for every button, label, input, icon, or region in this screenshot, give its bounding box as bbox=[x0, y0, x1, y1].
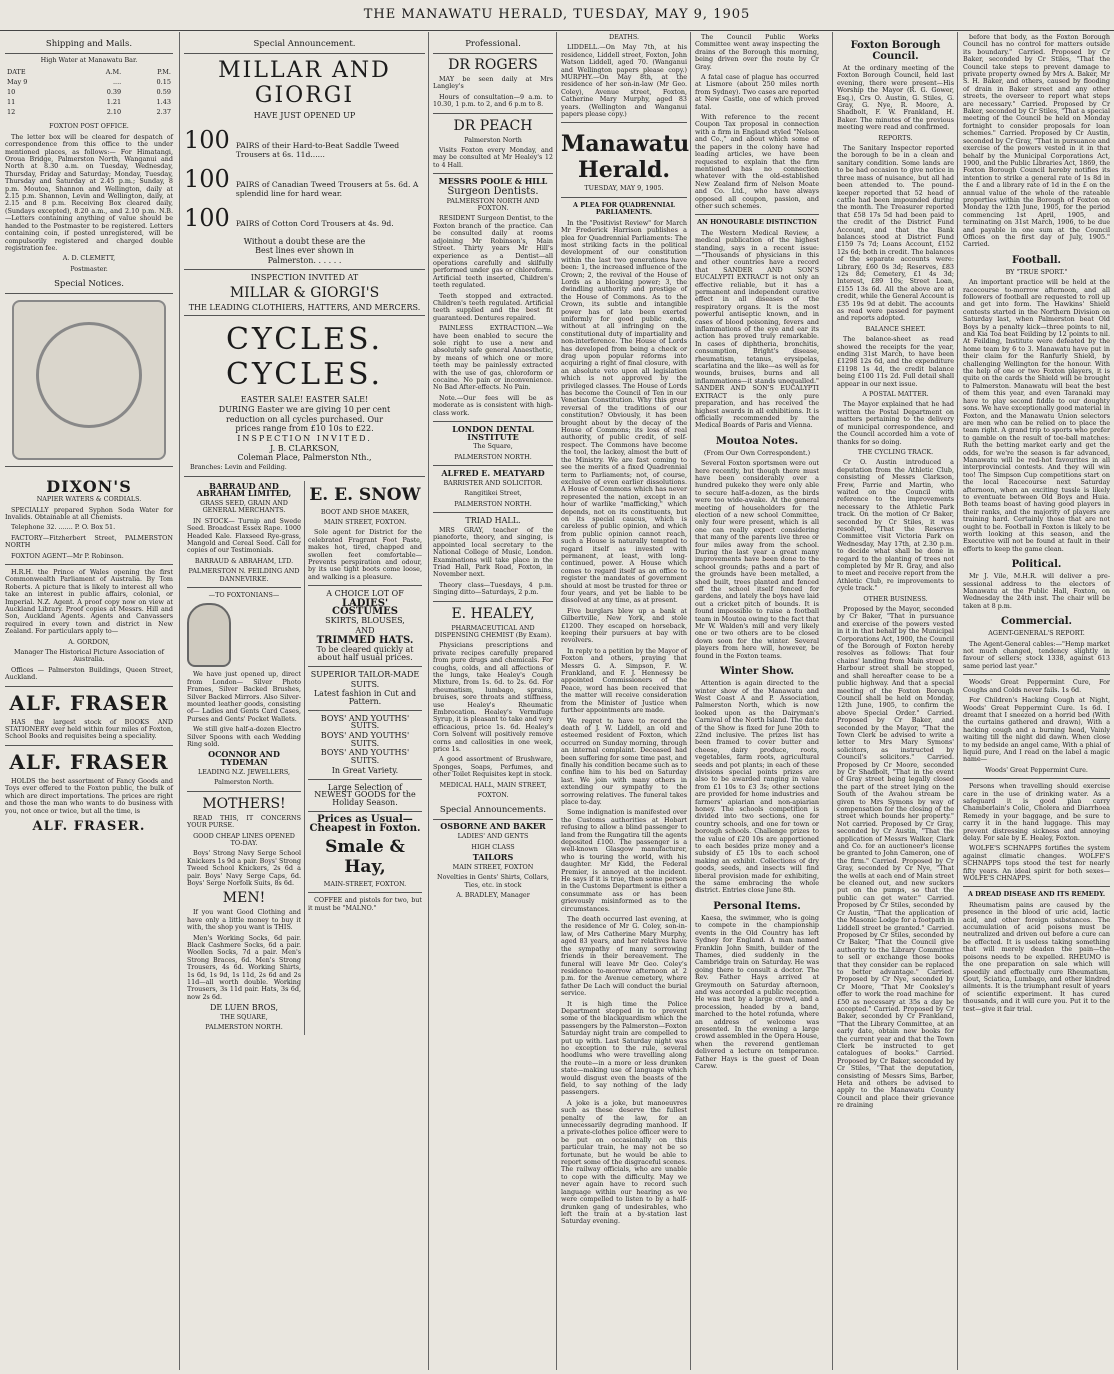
table-cell: 10 bbox=[7, 88, 16, 97]
post-office-text: The letter box will be cleared for despatch of correspondence from this office to the under mentioned places, as follows:— For Himatangi, Oroua Bridge, Palmerston North, Wanganui and North at 8.30 a.m. on Tuesday, Wednesday, Thursday, Friday and Saturday; Monday, Tuesday, Thursday and Saturday at 2.45 p.m.; Sunday, 8 p.m. Moutoa, Shannon and Wellington, daily at 2.15 p.m. Shannon, Levin and Wellington, daily, at 2.15 and 8 p.m. Receiving Box cleared daily, (Sundays excepted), 8.20 a.m., and 2.10 p.m. N.B.—Letters containing anything of value should be handed to the Postmaster to be registered. Letters containing coin, if posted unregistered, will be compulsorily registered and charged double registration fee. bbox=[5, 132, 173, 252]
table-cell: 0.39 bbox=[106, 88, 122, 97]
column-2-split bbox=[184, 481, 425, 1035]
osborne-baker-sub-1: LADIES' AND GENTS bbox=[457, 832, 529, 841]
personal-items-title: Personal Items. bbox=[713, 900, 801, 912]
borough-council-title: Foxton Borough Council. bbox=[850, 40, 941, 62]
ladies-sub-3: TRIMMED HATS. bbox=[316, 634, 414, 646]
moutoa-notes-title: Moutoa Notes. bbox=[715, 435, 799, 447]
cycles-text-1: DURING Easter we are giving 10 per cent bbox=[218, 404, 391, 414]
offer-number: 100 bbox=[184, 125, 230, 154]
table-row bbox=[5, 97, 173, 107]
column-4 bbox=[556, 32, 691, 1370]
herald-date: TUESDAY, MAY 9, 1905. bbox=[584, 184, 664, 193]
football-byline: BY "TRUE SPORT." bbox=[1005, 267, 1068, 276]
cycles-address: Coleman Place, Palmerston Nth., bbox=[237, 453, 372, 463]
woods-ad: Woods' Great Peppermint Cure, For Coughs and Colds never fails. 1s 6d. bbox=[963, 678, 1110, 694]
poole-hill-address: PALMERSTON NORTH AND FOXTON. bbox=[446, 196, 540, 213]
men-title: MEN! bbox=[222, 890, 266, 907]
holiday-selection: Large Selection of NEWEST GOODS for the Holiday Season. bbox=[314, 782, 416, 807]
osborne-baker-text: Novelties in Gents' Shirts, Collars, Ties, etc. in stock bbox=[437, 873, 549, 889]
osborne-baker-address: MAIN STREET, FOXTON bbox=[452, 862, 534, 871]
triad-hall-days: Theory class—Tuesdays, 4 p.m. Singing ditto—Saturdays, 2 p.m. bbox=[433, 580, 553, 597]
column-3 bbox=[428, 32, 557, 1370]
meatyard-title: ALFRED E. MEATYARD bbox=[441, 468, 545, 479]
peach-title: DR PEACH bbox=[453, 117, 533, 134]
de-luen-city: PALMERSTON NORTH. bbox=[205, 1023, 283, 1032]
balance-sheet-header: BALANCE SHEET. bbox=[865, 324, 926, 333]
balance-sheet-text: The balance-sheet as read showed the receipts for the year, ending 31st March, to have been £1298 12s 6d, and the expenditure £1198 1s 4d, the credit balance being £100 11s 2d. Full detail shall appear in our next issue. bbox=[837, 335, 954, 388]
fraser-title-1: ALF. FRASER bbox=[9, 690, 169, 715]
millar-giorgi-title: MILLAR AND GIORGI bbox=[218, 58, 391, 108]
best-lines-2: Best lines ever shown in bbox=[255, 246, 354, 256]
london-dental-address-2: PALMERSTON NORTH. bbox=[454, 452, 532, 461]
men-text: If you want Good Clothing and have only a little money to buy it with, the shop you want is THIS. bbox=[187, 908, 301, 932]
table-cell: 2.10 bbox=[106, 108, 122, 117]
commercial-title: Commercial. bbox=[1000, 616, 1073, 628]
healey-subtitle: PHARMACEUTICAL AND DISPENSING CHEMIST (By Exam). bbox=[434, 623, 552, 639]
prince-picture-text: H.R.H. the Prince of Wales opening the first Commonwealth Parliament of Australia. By Tom Roberts. A picture that is likely to interest all who take an interest in public affairs, colonial, or Imperial. N.Z. Agent. A proof copy now on view at Auckland Library. Proof copies at Messrs. Hill and Son, Auckland Agents. Agents and Canvassers required in every town and district in New Zealand. For particulars apply to— bbox=[5, 567, 173, 636]
dixon-telephone: Telephone 32. ....... P. O. Box 51. bbox=[11, 523, 116, 532]
table-header: A.M. bbox=[105, 68, 122, 77]
healey-brushes: A good assortment of Brushware, Sponges, Soaps, Perfumes, and other Toilet Requisites kept in stock. bbox=[433, 755, 553, 779]
prices-usual: Prices as Usual— bbox=[317, 813, 413, 825]
healey-address-1: MEDICAL HALL, MAIN STREET, bbox=[439, 780, 547, 789]
cycling-track-text: Cr O. Austin introduced a deputation from the Athletic Club, consisting of Messrs Clarkson, Frew, Parrie and Martin, who waited on the Council with reference to the improvements necessary to the Athletic Park track. On the motion of Cr Baker, seconded by Cr Stiles, it was resolved, "That the Reserves Committee visit Victoria Park on Wednesday, May 17th, at 2.30 p.m. to decide what shall be done in regard to the planting of trees not completed by Mr R. Gray, and also to meet and receive report from the Athletic Club, re improvements to cycle track." bbox=[837, 458, 954, 593]
mothers-title: MOTHERS! bbox=[202, 795, 286, 812]
prince-role: Manager The Historical Picture Association of Australia. bbox=[13, 648, 165, 664]
table-cell: May 9 bbox=[7, 78, 28, 87]
honourable-distinction-title: AN HONOURABLE DISTINCTION bbox=[697, 218, 817, 227]
moutoa-notes-text: Several Foxton sportsmen were out here recently, but though there must have been considerably over a hundred pukeko they were only able to secure half-a-dozen, as the birds were too wide-awake. At the general meeting of householders for the election of a new school Committee, only four were present, which is all one can really expect considering that many of the parents live three or four miles away from the school. During the last year a great many improvements have been done to the school grounds; paths and a part of the grounds have been metalled, a shed built, trees planted and fenced off the school itself fenced for gardens, and lately the boys have laid out a cricket pitch of bounds. It is found impossible to raise a football team in Moutoa owing to the fact that Mr W. Walden's mill and very likely one or two others are to be closed down soon for the winter. Several players from here will, however, be found in the Foxton teams. bbox=[695, 459, 819, 660]
trouser-offer bbox=[184, 204, 425, 232]
cycles-sign: J. B. CLARKSON, bbox=[270, 443, 339, 453]
cycles-text-3: prices range from £10 10s to £22. bbox=[235, 424, 374, 434]
moutoa-notes-subtitle: (From Our Own Correspondent.) bbox=[703, 448, 811, 457]
postal-matter-text: The Mayor explained that he had written the Postal Department on matters pertaining to the delivery of municipal correspondence, and the Council accorded him a vote of thanks for so doing. bbox=[837, 400, 954, 446]
reports-header: REPORTS. bbox=[878, 133, 913, 142]
agent-general-header: AGENT-GENERAL'S REPORT. bbox=[988, 629, 1085, 638]
plague-text: A fatal case of plague has occurred at Lismore (about 250 miles north from Sydney). Two cases are reported at New Castle, one of which proved fatal. bbox=[695, 73, 819, 111]
de-luen-address: THE SQUARE, bbox=[220, 1012, 268, 1021]
deaths-text: LIDDELL.—On May 7th, at his residence, Liddell street, Foxton, John Watson Liddell, aged 70. (Wanganui and Wellington papers please copy.) MURPHY.—On May 8th, at the residence of her son-in-law (Mr Geo. Coley), Avenue street, Foxton, Catherine Mary Murphy, aged 83 years. (Wellington and Wanganui papers please copy.) bbox=[561, 43, 687, 119]
rogers-hours: Hours of consultation—9 a.m. to 10.30, 1 p.m. to 2, and 6 p.m to 8. bbox=[433, 92, 553, 109]
de-luen-title: DE LUEN BROS, bbox=[210, 1003, 278, 1013]
column-2 bbox=[179, 32, 429, 1370]
table-cell: 0.15 bbox=[156, 78, 171, 87]
boys-suits-1: BOYS' AND YOUTHS' SUITS. bbox=[320, 713, 410, 731]
cycles-inspection: INSPECTION INVITED. bbox=[237, 434, 372, 444]
poole-hill-subtitle: Surgeon Dentists. bbox=[447, 185, 539, 197]
winter-show-title: Winter Show. bbox=[719, 666, 795, 678]
column-6 bbox=[832, 32, 958, 1370]
dread-disease-title: A DREAD DISEASE AND ITS REMEDY. bbox=[967, 890, 1106, 899]
column-1 bbox=[0, 32, 178, 1370]
post-office-role: Postmaster. bbox=[70, 264, 108, 273]
millar-giorgi-subtitle: HAVE JUST OPENED UP bbox=[253, 111, 356, 120]
triad-hall-title: TRIAD HALL. bbox=[465, 516, 521, 526]
tydeman-subtitle: LEADING N.Z. JEWELLERS, bbox=[197, 767, 291, 776]
healey-text: Physicians prescriptions and private recipes carefully prepared from pure drugs and chemicals. For coughs, colds, and all affections of the lungs, take Healey's Cough Mixture, from 1s. 6d. to 2s. 6d. For rheumatism, lumbago, sprains, bruises, sore throats and stiffness, use Healey's Rheumatic Embrocation. Healey's Vermifuge Syrup, it is pleasant to take and very efficacious, price 1s. 6d. Healey's Corn Solvent will positively remove corns and callosities in one week, price 1s. bbox=[433, 641, 553, 754]
snow-text: Sole agent for District for the celebrated Fragrant Foot Paste, makes hot, tired, chapped and swollen feet comfortable—Prevents perspiration and odour, by its use tight boots come loose, and walking is a pleasure. bbox=[308, 528, 422, 581]
special-notices-header: Special Notices. bbox=[5, 276, 173, 294]
postal-matter-header: A POSTAL MATTER. bbox=[862, 390, 929, 399]
table-cell: 12 bbox=[7, 108, 16, 117]
offer-text: PAIRS of Canadian Tweed Trousers at 5s. 6d. A splendid line for hard wear. bbox=[235, 179, 419, 198]
burglars-text: Five burglars blew up a bank at Gilbertville, New York, and stole £1200. They escaped on horseback, keeping their pursuers at bay with revolvers. bbox=[561, 606, 687, 645]
poole-hill-extract: Teeth stopped and extracted. Children's teeth regulated. Artificial teeth supplied and the best fit guaranteed. Dentures repaired. bbox=[433, 291, 553, 322]
london-dental-title: LONDON DENTAL INSTITUTE bbox=[452, 424, 534, 442]
tailor-title: SUPERIOR TAILOR-MADE bbox=[310, 669, 420, 679]
column-2-left bbox=[184, 481, 304, 1035]
rogers-text: MAY be seen daily at Mrs Langley's bbox=[433, 75, 553, 91]
table-row bbox=[5, 67, 173, 77]
indignation-text: Some indignation is manifested over the Customs authorities at Hobart refusing to allow a blind passenger to land from the Rungatira till the agents deposited £100. The passenger is a well-known Glasgow manufacturer, who is touring the world, with his daughter. Mr Kidd, the Federal Premier, is annoyed at the incident. He says if it is true, then some person in the Customs Department is either a consummate ass or has been grievously misinformed as to the circumstances. bbox=[561, 808, 687, 913]
poole-hill-title: MESSRS POOLE & HILL bbox=[438, 176, 548, 187]
blackguard-text: It is high time the Police Department stepped in to prevent some of the blackguardism which the passengers by the Palmerston—Foxton Saturday night train are compelled to put up with. Last Saturday night was no exception to the rule, several hoodlums who were travelling along the route—in a more or less drunken state—making use of language which would disgust even the beasts of the field, to say nothing of the lady passengers. bbox=[561, 999, 687, 1097]
tide-title: High Water at Manawatu Bar. bbox=[40, 56, 138, 64]
council-continued-text: before that body, as the Foxton Borough Council has no control for matters outside its boundary." Carried. Proposed by Cr Baker, seconded by Cr Stiles, "That the Council take steps to prevent damage to private property owned by Mrs A. Baker, Mr S. H. Baker, and others, caused by flooding of drain in Baker street and any other streets, the overseer to report what steps are necessary." Carried. Proposed by Cr Baker, seconded by Cr Stiles, "That a special meeting of the Council be held on Monday fortnight to consider proposals for loan schemes." Carried. Proposed by Cr Austin, seconded by Cr Gray, "That in pursuance and exercise of the powers vested in it in that behalf by the Municipal Corporations Act, 1900, and the Public Libraries Act, 1869, the Foxton Borough Council hereby notifies its intention to strike a general rate of 1s 8d in the £ and a library rate of 1d in the £ on the annual value of the whole of the rateable properties within the Borough of Foxton on Monday the 12th June, 1905, for the period commencing 1st April, 1905, and terminating on 31st March, 1906, to be due and payable in one sum at the Council Offices on the first day of July, 1905." Carried. bbox=[963, 33, 1111, 249]
shipping-header: Shipping and Mails. bbox=[5, 36, 173, 54]
best-lines-3: Palmerston. . . . . . bbox=[267, 256, 342, 266]
column-2-right bbox=[304, 481, 425, 1035]
woods-poem: For Children's Hacking Cough at Night, Woods' Great Peppermint Cure. 1s 6d. I dreamt that I sneezed on a horrid bed (With the curtains gathered and drawn), With a hacking cough and a burning head, Vainly waiting till the night did dawn. When close to my bedside an angel came, With a phial of liquid pure, And I read on the label a magic name— bbox=[963, 696, 1110, 764]
foxtonians-header: —TO FOXTONIANS— bbox=[208, 591, 280, 600]
honourable-distinction-text: The Western Medical Review, a medical publication of the highest standing, says in a recent issue:—"Thousands of physicians in this and other countries have a record that SANDER AND SON'S EUCALYPTI EXTRACT is not only an effective reliable, but it has a permanent and independent curative effect in all diseases of the respiratory organs. It is the most powerful antiseptic known, and in cases of blood poisoning, fevers and inflammations of the eye and ear its action has proved truly remarkable. In cases of diphtheria, bronchitis, consumption, Bright's disease, rheumatism, tetanus, erysipelas, scarlatina and the like—as well as for wounds, bruises, burns and all inflammations—it stands unequalled." SANDER AND SON'S EUCALYPTI EXTRACT is the only pure preparation, and has received the highest awards in all exhibitions. It is officially recommended by the Medical Boards of Paris and Vienna. bbox=[695, 228, 819, 430]
column-5 bbox=[690, 32, 823, 1370]
foxtonians-spoons: We still give half-a-dozen Electro Silver Spoons with each Wedding Ring sold. bbox=[187, 725, 301, 749]
table-cell: 1.43 bbox=[156, 98, 171, 107]
winter-show-text: Attention is again directed to the winter show of the Manawatu and West Coast A and P. Association, Palmerston North, which is now looked upon as the Dairyman's Carnival of the North Island. The date of the Show is fixed for June 20th to 22nd inclusive. The prizes list has been framed to cover butter and cheese, dairy produce, roots, vegetables, farm roots, agricultural seeds and pot plants; in each of these divisions special points prizes are also to be awarded ranging in value from £1 10s to £3 3s; other sections are provided for home industries and farmers' apiarian and non-apiarian honey. The schools competition is divided into two sections, one for country schools, and one for town or borough schools. Challenge prizes to the value of £20 10s are apportioned to each besides prize money and a subsidy of £5 10s to each school making an exhibit. Collections of dry goods, seeds, and insects will find liberal provision made for exhibiting, the same embracing the whole district. Entries close June 8th. bbox=[695, 679, 819, 895]
prince-sign: A. GORDON, bbox=[68, 637, 110, 646]
fraser-text-1: HAS the largest stock of BOOKS AND STATIONERY ever held within four miles of Foxton, School Books and requisites being a speciality. bbox=[5, 717, 173, 741]
death-text: The death occurred last evening, at the residence of Mr G. Coley, son-in-law, of Mrs Catherine Mary Murphy, aged 83 years, and her relatives have the sympathy of many sorrowing friends in their bereavement. The funeral will leave Mr Geo. Coley's residence to-morrow afternoon at 2 p.m. for the Avenue cemetery, where father De Lach will conduct the burial service. bbox=[561, 915, 687, 998]
column-7 bbox=[957, 32, 1114, 1370]
wolfe-schnapps-text: WOLFE'S SCHNAPPS fortifies the system against climatic changes. WOLFE'S SCHNAPPS tops stood the test for nearly fifty years. An ideal spirit for both sexes—WOLFE'S CHNAPPS. bbox=[963, 844, 1110, 883]
meatyard-subtitle: BARRISTER AND SOLICITOR. bbox=[443, 478, 543, 487]
trouser-offer bbox=[184, 165, 425, 198]
tydeman-title: OCONNOR AND TYDEMAN bbox=[208, 749, 280, 768]
table-header: P.M. bbox=[157, 68, 171, 77]
regret-text: We regret to have to record the death of J. W. Liddell, an old and esteemed resident of Foxton, which occurred on Sunday morning, through an internal complaint. Deceased had been suffering for some time past, and finally his condition became such as to confine him to his bed on Saturday last. We join with many others in extending our sympathy to the sorrowing relatives. The funeral takes place to-day. bbox=[561, 716, 687, 806]
borough-council-intro: At the ordinary meeting of the Foxton Borough Council, held last evening, there were present—His Worship the Mayor (R. G. Gower, Esq.), Crs O. Austin, G. Stiles, G. Gray, G. Nye, R. Moore, A. Shadbolt, F. W. Frankland, H. Baker. The minutes of the previous meeting were read and confirmed. bbox=[837, 64, 954, 132]
tide-table bbox=[5, 67, 173, 117]
best-lines-1: Without a doubt these are the bbox=[243, 236, 366, 246]
barraud-subtitle: GRASS SEED, GRAIN AND GENERAL MERCHANTS. bbox=[200, 498, 288, 515]
football-title: Football. bbox=[1011, 254, 1062, 266]
coffee-ad: COFFEE and pistols for two, but it must be "MALNO." bbox=[308, 896, 422, 912]
offer-text: PAIRS of Cotton Cord Trousers at 4s. 9d. bbox=[235, 218, 394, 228]
masthead: THE MANAWATU HERALD, TUESDAY, MAY 9, 1905 bbox=[0, 0, 1114, 31]
special-announcement-header: Special Announcement. bbox=[184, 36, 425, 54]
plea-text: In the "Positivist Review" for March Mr Frederick Harrison publishes a plea for Quadrennial Parliaments: The most striking facts in the political development of our constitution within the last two generations have been: 1, the increased influence of the Crown; 2, the revival of the House of Lords as a blocking power; 3, the dwindling authority and prestige of the House of Commons. As to the Crown, its subtle and intangible power has of late been exerted uniformly for good public ends, without at all infringing on the constitutional duty of impartiality and non-interference. The House of Lords has developed from being a check or drag upon popular reforms into acquiring a right of final closure, with an absolute veto upon all legislation which is not approved by the privileged classes. The House of Lords has become the Council of Ten in our Venetian Constitution. Why this great reversal of the traditions of our constitution? Obviously, it has been brought about by the decay of the House of Commons; its loss of real authority, of public credit, of self-respect. The Commons have become the tool, the lackey, almost the butt of the Ministry. We are fast coming to see the merits of a fixed Quadrennial term to Parliaments; not, of course, exclusive of even earlier dissolutions. A House of Commons which has never represented the nation, except in an hour of warlike "mafficking," which depends, not on its constituents, but on its special caucus, which is careless of public opinion, and which from public opinion cannot reach, such a House is naturally tempted to regard itself as invested with permanent, at least, with long-continued, power. A House which comes to regard itself as an office to register the mandates of government should at most be trusted for three or four years, and yet be liable to be dissolved at any time, as at present. bbox=[561, 218, 687, 605]
ladies-intro: A CHOICE LOT OF bbox=[326, 589, 404, 599]
tydeman-address: Palmerston North. bbox=[214, 778, 274, 787]
meatyard-address-1: Rangitikei Street, bbox=[464, 489, 522, 498]
snow-subtitle: BOOT AND SHOE MAKER, bbox=[320, 507, 410, 516]
woods-sign: Woods' Great Peppermint Cure. bbox=[985, 765, 1088, 774]
osborne-baker-sub-2: HIGH CLASS bbox=[471, 842, 515, 851]
barraud-stock: IN STOCK— Turnip and Swede Seed. Broadcast Essex Rape. 1000 Headed Kale. Flaxseed Rye-grass, Mangold and Cereal Seed. Call for copies of our Testimonials. bbox=[187, 516, 301, 555]
table-cell: .... bbox=[112, 78, 122, 87]
table-header: DATE bbox=[7, 68, 26, 77]
stamp-ring-shape bbox=[36, 322, 142, 428]
travel-text: Persons when travelling should exercise care in the use of drinking water. As a safeguard it is good plan carry Chamberlain's Colic, Cholera and Diarrhoea Remedy in your baggage, and be sure to carry it in the hand luggage. This may prevent distressing sickness and annoying delay. For sale by E. Healey, Foxton. bbox=[963, 782, 1110, 842]
ladies-sub-2: AND bbox=[355, 626, 375, 636]
dixon-factory: FACTORY—Fitzherbert Street, PALMERSTON NORTH bbox=[5, 533, 173, 550]
foxtonians-text: We have just opened up, direct from London— Silver Photo Frames, Silver Backed Brushes, Silver Backed Mirrors. Also Silver-mounted leather goods, consisting of— Ladies and Gents Card Cases, Purses and Gents' Pocket Wallets. bbox=[187, 670, 301, 723]
london-dental-address-1: The Square, bbox=[473, 442, 513, 451]
personal-items-text: Kaesa, the swimmer, who is going to compete in the championship events in the Old Country has left Sydney for England. A man named Franklin John Smith, builder of the Thames, died suddenly in the Cambridge train on Saturday. He was going there to consult a doctor. The Rev. Father Hays arrived at Greymouth on Saturday afternoon, and was accorded a public reception. He was met by a large crowd, and a procession, headed by a band, marched to the hotel rotunda, where an address of welcome was presented. In the evening a large crowd assembled in the Opera House, when the reverend gentleman delivered a lecture on temperance. Father Hays is the guest of Dean Carew. bbox=[695, 913, 819, 1070]
painless-extraction: PAINLESS EXTRACTION.—We have been enabled to secure the sole right to use a new and absolutely safe general Anaesthetic, by means of which one or more teeth may be painlessly extracted with the use of gas, chloroform or cocaine. No pain or inconvenience. No Bad After-effects. No Pain. bbox=[433, 324, 553, 392]
snow-title: E. E. SNOW bbox=[309, 484, 421, 505]
poole-hill-text: RESIDENT Surgeon Dentist, to the Foxton branch of the practice. Can be consulted daily at rooms adjoining Mr Robinson's, Main Street. Thirty years Mr Hill's experience as a Dentist—all operations carefully and skilfully performed under gas or chloroform. Artificial teeth inserted, Children's teeth regulated. bbox=[433, 214, 553, 290]
barraud-name: BARRAUD & ABRAHAM, LTD. bbox=[194, 556, 294, 565]
millar-giorgi-tagline: THE LEADING CLOTHIERS, HATTERS, AND MERCERS. bbox=[188, 302, 421, 312]
meatyard-address-2: PALMERSTON NORTH. bbox=[454, 499, 532, 508]
peach-text: Visits Foxton every Monday, and may be consulted at Mr Healey's 12 to 4 Hall. bbox=[433, 146, 553, 169]
offer-text: PAIRS of their Hard-to-Beat Saddle Tweed Trousers at 6s. 11d...... bbox=[235, 140, 400, 159]
triad-hall-text: MRS GRAY, teacher of the pianoforte, theory, and singing, is appointed local secretary to the National College of Music, London. Examinations will take place in the Triad Hall, Park Road, Foxton, in November next. bbox=[433, 525, 553, 579]
herald-title: Manawatu Herald. bbox=[561, 131, 690, 184]
other-business-text: Proposed by the Mayor, seconded by Cr Baker, "That in pursuance and exercise of the powers vested in it in that behalf by the Municipal Corporations Act, 1900, the Council of the Borough of Foxton hereby resolves as follows: That four chains' landing from Main street to Harbour street shall be stopped, and shall hereafter cease to be a public highway. And that a special meeting of the Foxton Borough Council shall be held on Monday, 12th June, 1905, to confirm the above Special Order." Carried. Proposed by Cr Baker, and seconded by the Mayor, "That the Town Clerk be advised to write a letter to Mrs Mary Symons' solicitors, as instructed by Council's solicitors." Carried. Proposed by Cr Moore, seconded by Cr Shadbolt, "That in the event of Gray street being legally closed the part of the street lying on the South of the Avahou stream be given to Mrs Symons by way of compensation for the closing of the street which bounds her property." Not carried. Proposed by Cr Gray, seconded by Cr Austin, "That the application of Messrs Walker, Clark and Co. for an auctioneer's license be granted to John Cameron, one of the firm." Carried. Proposed by Cr Gray, seconded by Cr Nye, "That the wells at each end of Main street be cleaned out, and new suckers put on the pumps, so that the public can get water." Carried. Proposed by Cr Stiles, seconded by Cr Austin, "That the application of the Masonic Lodge for a footpath in Liddell street be granted." Carried. Proposed by Cr Stiles, seconded by Cr Baker, "That the Council give authority to the Library Committee to sell or exchange those books that they consider can be replaced to better advantage." Carried. Proposed by Cr Nye, seconded by Cr Moore, "That Mr Cooksley's offer to work the road machine for £50 as necessary at 35s a day be accepted." Carried. Proposed by Cr Baker, seconded by Cr Frankland, "That the Library Committee, at an early date, obtain new books for the current year and that the Town Clerk be instructed to get catalogues of books." Carried. Proposed by Cr Baker, seconded by Cr Stiles, "That the deputation, consisting of Messrs Sims, Barber, Heta and others be advised to apply to the Manawatu County Council and place their grievance re draining bbox=[837, 605, 954, 1110]
inspection-invited: INSPECTION INVITED AT bbox=[250, 272, 359, 282]
cycles-branches: Branches: Levin and Feilding. bbox=[190, 463, 287, 472]
healey-address-2: FOXTON. bbox=[477, 791, 509, 800]
railway-text: A joke is a joke, but manoeuvres such as these deserve the fullest penalty of the law, for an unnecessarily degrading manhood. If a private-clothes police officer were to be put on occasionally on this particular train, he may not be so fortunate, but he would be able to report some of the disgraceful scenes. The railway officials, who are unable to cope with the difficulty. May we never again have to record such language within our hearing as we were compelled to listen to by a half-drunken gang of undesirables, who left the train at a by-station last Saturday evening. bbox=[561, 1098, 687, 1226]
fraser-sign: ALF. FRASER. bbox=[32, 818, 146, 834]
political-text: Mr J. Vile, M.H.R. will deliver a pre-sessional address to the electors of Manawatu at the Public Hall, Foxton, on Wednesday the 24th inst. The chair will be taken at 8 p.m. bbox=[963, 572, 1110, 610]
peach-city: Palmerston North bbox=[464, 135, 522, 144]
hand-mirror-illustration bbox=[187, 603, 231, 667]
osborne-baker-sign: A. BRADLEY, Manager bbox=[456, 890, 530, 899]
agent-general-text: The Agent-General cables:—"Hemp market not much changed, tendency slightly in favour of sellers; stock 1338, against 613 same period last year." bbox=[963, 639, 1110, 670]
political-title: Political. bbox=[1011, 559, 1062, 571]
deaths-header: DEATHS. bbox=[608, 33, 640, 41]
cheapest-in-foxton: Cheapest in Foxton. bbox=[309, 823, 421, 835]
table-cell: 0.59 bbox=[156, 88, 171, 97]
fees-note: Note.—Our fees will be as moderate as is consistent with high-class work. bbox=[433, 393, 553, 417]
special-announcements-header: Special Announcements. bbox=[433, 802, 553, 820]
smale-hay-title: Smale & Hay, bbox=[325, 837, 405, 878]
tailor-subtitle: SUITS. bbox=[350, 679, 380, 689]
offer-number: 100 bbox=[184, 203, 230, 232]
ladies-sub-1: SKIRTS, BLOUSES, bbox=[325, 616, 405, 626]
cycles-title: CYCLES. CYCLES. bbox=[225, 322, 384, 393]
table-cell: 11 bbox=[7, 98, 16, 107]
osborne-baker-title: OSBORNE AND BAKER bbox=[440, 821, 546, 832]
snow-address: MAIN STREET, FOXTON. bbox=[323, 517, 407, 526]
post-office-title: FOXTON POST OFFICE. bbox=[49, 122, 129, 131]
boys-suits-2: BOYS' AND YOUTHS' SUITS. bbox=[320, 731, 410, 748]
table-cell: 1.21 bbox=[106, 98, 122, 107]
dixon-subtitle: NAPIER WATERS & CORDIALS. bbox=[36, 495, 142, 504]
offer-number: 100 bbox=[184, 164, 230, 193]
boys-suits-3: BOYS' AND YOUTHS' SUITS. bbox=[320, 748, 410, 766]
trouser-offer bbox=[184, 126, 425, 159]
ladies-title: LADIES' COSTUMES bbox=[332, 597, 398, 617]
millar-giorgi-name: MILLAR & GIORGI'S bbox=[229, 284, 380, 301]
tailor-text: Latest fashion in Cut and Pattern. bbox=[313, 689, 417, 706]
table-row bbox=[5, 77, 173, 87]
reply-text: In reply to a petition by the Mayor of Foxton and others, praying that Messrs G. A. Simpson, F. W. Frankland, and F. J. Hennessy be appointed Commissioners of the Peace, word has been received that the matter will receive consideration from the Minister of Justice when further appointments are made. bbox=[561, 646, 688, 715]
nelson-moate-text: With reference to the recent Coupon Tax proposal in connection with a firm in England styled "Nelson and Co.," and about which some of the papers in the colony have had leading articles, we have been requested to explain that the firm mentioned has no connection whatever with the old-established New Zealand firm of Nelson Moate and Co. Ltd., who have always opposed all coupon, passion, and other such schemes. bbox=[695, 113, 819, 210]
dixon-text: SPECIALLY prepared Syphon Soda Water for Invalids. Obtainable at all Chemists. bbox=[5, 505, 173, 521]
table-cell: 2.37 bbox=[156, 108, 171, 117]
dixon-agent: FOXTON AGENT—Mr P. Robinson. bbox=[11, 551, 124, 560]
rogers-title: DR ROGERS bbox=[448, 57, 538, 73]
football-text: An important practice will be held at the racecourse to-morrow afternoon, and all followers of football are requested to roll up and get into form. The Hawkins' Shield contests started in the Northern Division on Saturday last, when Palmerston beat Old Boys by a penalty kick—three points to nil, and Kia Toa beat Feilding by 12 points to nil. At Feilding, Institute were defeated by the home team by 6 to 3. Manawatu have put in their claim for the Ranfurly Shield, by challenging Wellington for the honour. With the help of one or two Foxton players, it is quite on the cards the Shield will be brought to Palmerston. Manawatu will beat the best of them this year, and even Taranaki may have to play second fiddle to our doughty sons. We have exceptionally good material in Foxton, and the Manawatu Union selectors are men who can be relied on to place the team right. A grand trip to sports who prefer to gamble on the result of toe-ball matches: Ruth the betting market early and get the odds, for we're the season is far advanced, Manawatu will be red-hot favourites in all interprovincial contests. And they will win too! The Simpson Cup competitions start on the local Racecourse next Saturday afternoon, when an exciting tussle is likely to eventuate between Old Boys and Huia. Both teams boast of having good players in their ranks, and the majority of players are training hard. Certainly those that are not ought to be. Football in Foxton is likely to be worth looking at this season, and the Executive will not be found at fault in their efforts to keep the game clean. bbox=[963, 278, 1110, 553]
professional-header: Professional. bbox=[433, 36, 553, 54]
fraser-text-2: HOLDS the best assortment of Fancy Goods and Toys ever offered to the Foxton public, the bulk of which are direct importations. The prices are right and those the man who wants to do business with you, not once or twice, but all the time, is bbox=[5, 776, 173, 815]
mothers-items: Boys' Strong Navy Serge School Knickers 1s 9d a pair. Boys' Strong Tweed School Knickers, 2s 6d a pair. Boys' Navy Serge Caps, 6d. Boys' Serge Norfolk Suits, 8s 6d. bbox=[187, 849, 301, 887]
healey-title: E. HEALEY, bbox=[451, 605, 535, 622]
prince-office: Offices — Palmerston Buildings, Queen Street, Auckland. bbox=[5, 665, 173, 682]
mothers-lines: GOOD CHEAP LINES OPENED TO-DAY. bbox=[193, 831, 295, 847]
other-business-header: OTHER BUSINESS. bbox=[863, 594, 928, 603]
dixon-title: DIXON'S bbox=[46, 477, 132, 497]
great-variety: In Great Variety. bbox=[331, 765, 399, 775]
men-items: Men's Working Socks, 6d pair. Black Cashmere Socks, 6d a pair. Woollen Socks, 7d a pair. Men's Strong Braces, 6d. Men's Strong Trousers, 4s 6d. Working Shirts, 1s 6d, 1s 9d, 1s 11d, 2s 6d and 2s 11d—all worth double. Working Trousers, 3s 11d pair. Hats, 3s 6d, now 2s 6d. bbox=[187, 933, 301, 1001]
easter-sale: EASTER SALE! EASTER SALE! bbox=[240, 395, 369, 405]
table-row bbox=[5, 107, 173, 117]
ladies-clear: To be cleared quickly at about half usual prices. bbox=[316, 645, 414, 663]
public-works-text: The Council Public Works Committee went away inspecting the drains of the Borough this morning, being driven over the route by Cr Gray. bbox=[695, 33, 819, 71]
cycles-text-2: reduction on all cycles purchased. Our bbox=[225, 414, 384, 424]
fraser-title-2: ALF. FRASER bbox=[9, 749, 169, 774]
table-row bbox=[5, 87, 173, 97]
cycling-track-header: THE CYCLING TRACK. bbox=[857, 447, 934, 456]
post-office-sign: A. D. CLEMETT, bbox=[62, 254, 116, 263]
barraud-title: BARRAUD AND ABRAHAM LIMITED, bbox=[196, 480, 292, 499]
osborne-baker-sub-3: TAILORS bbox=[472, 851, 514, 862]
mothers-text: READ THIS, IT CONCERNS YOUR PURSE. bbox=[187, 813, 301, 830]
plea-title: A PLEA FOR QUADRENNIAL PARLIAMENTS. bbox=[573, 200, 675, 217]
nelson-teas-stamp-illustration bbox=[12, 300, 166, 460]
smale-hay-address: MAIN-STREET, FOXTON. bbox=[323, 880, 407, 889]
barraud-address: PALMERSTON N. FEILDING AND DANNEVIRKE. bbox=[188, 567, 300, 583]
reports-text: The Sanitary Inspector reported the borough to be in a clean and sanitary condition. Some lands are to be had occasion to give notice in three mass of nuisance, but all had been attended to. The pound-keeper reported that 52 head of cattle had been impounded during the month. The Treasurer reported that £58 17s 5d had been paid to the credit of the District Fund Account, and that the Bank balances stood at District Fund £159 7s 7d; Loans Account, £152 12s 6d; both in credit. The balances of the separate accounts were: Library, £60 0s 3d; Reserves, £83 12s 8d; Cemetery, £1 4s 3d; Interest, £89 10s; Street Loan, £155 13s 6d. All the above are at credit, while the General Account is £35 19s 9d at debit. The accounts as read were passed for payment and reports adopted. bbox=[837, 144, 954, 323]
dread-disease-text: Rheumatism pains are caused by the presence in the blood of uric acid, lactic acid, and other foreign substances. The accumulation of acid poisons must be neutralized and driven out before a cure can be effected. It is useless taking something that will merely deaden the pain—the poisons needs to be expelled. RHEUMO is the one preparation on sale which will speedily and effectually cure Rheumatism, Gout, Sciatica, Lumbago, and other kindred ailments. It is the triumphant result of years of scientific experiment. It has cured thousands, and it will cure you. Put it to the test—give it fair trial. bbox=[963, 900, 1110, 1013]
